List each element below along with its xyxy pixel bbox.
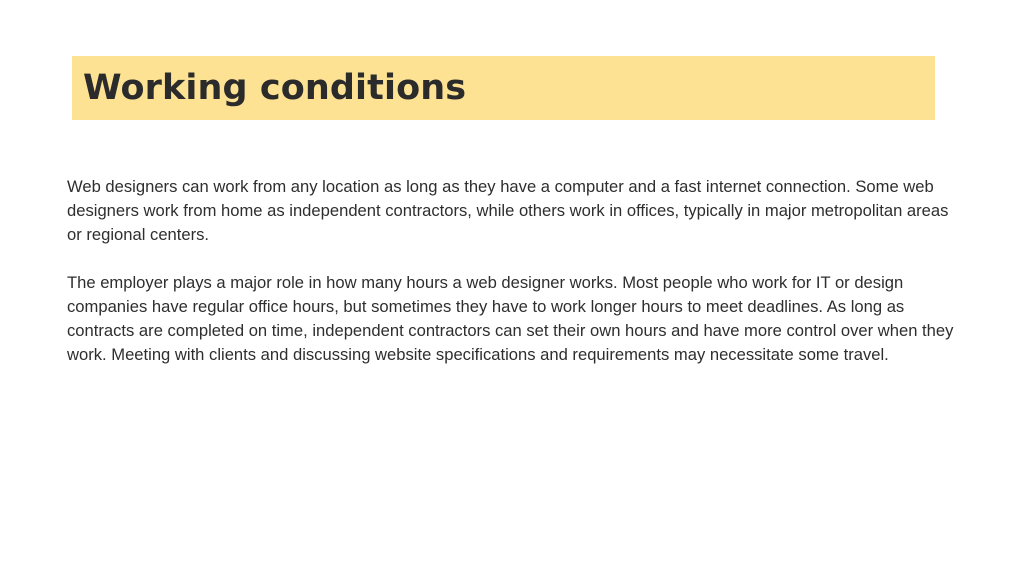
paragraph-hours: The employer plays a major role in how many hours a web designer works. Most people who work for IT or design companies have regular office hours, but sometimes they have to work longer hours to meet deadlines. As long as contracts are completed on time, independent contractors can set their own hours and have more control over when they work. Meeting with clients and discussing website specifications and requirements may necessitate some travel. (67, 273, 954, 364)
title-band (72, 56, 935, 120)
paragraph-location: Web designers can work from any location as long as they have a computer and a fast internet connection. Some web designers work from home as independent contractors, while others work in offices, typically in major metropolitan areas or regional centers. (67, 177, 949, 244)
body-text (67, 175, 957, 391)
slide-title: Working conditions (83, 67, 467, 108)
